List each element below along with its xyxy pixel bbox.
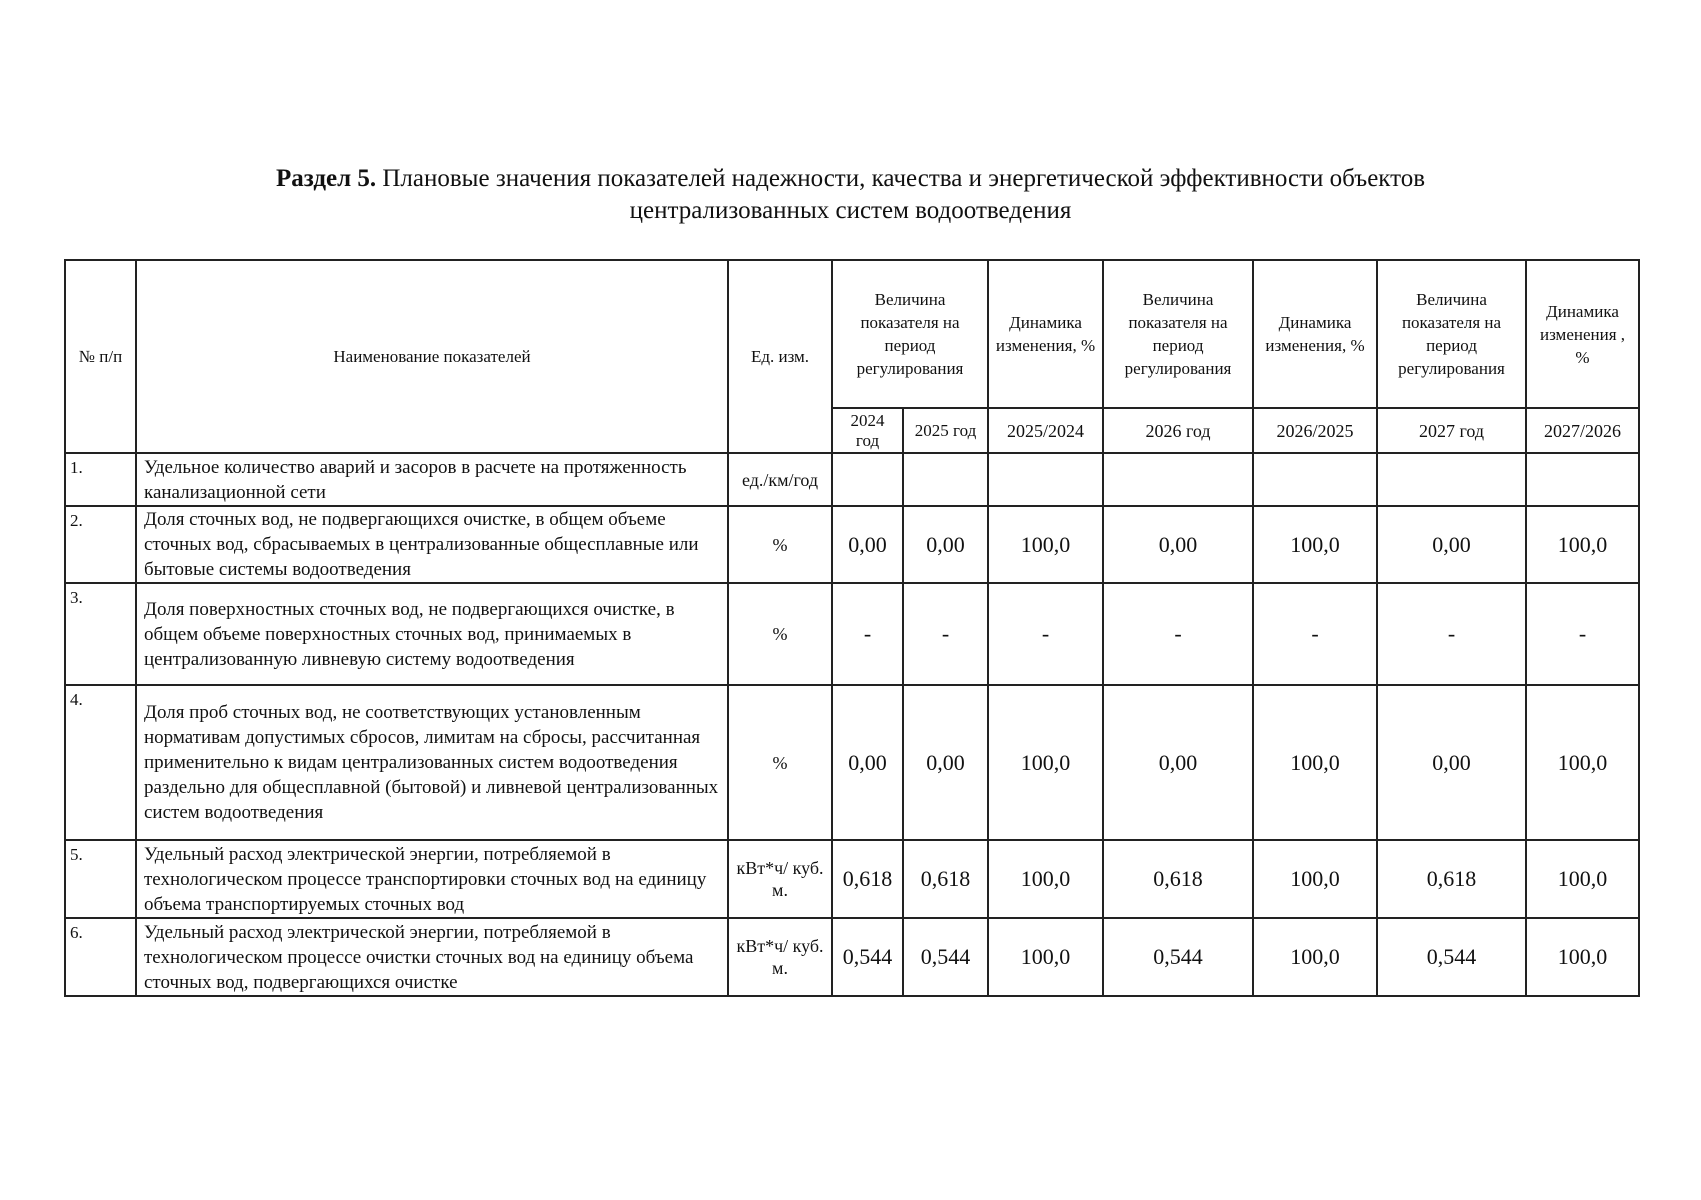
header-value-period-3: Величина показателя на период регулирования bbox=[1377, 260, 1526, 408]
value-2027: - bbox=[1377, 583, 1526, 685]
header-dynamics-2: Динамика изменения, % bbox=[1253, 260, 1377, 408]
title-line-1: Плановые значения показателей надежности, качества и энергетической эффективности объектов bbox=[382, 165, 1426, 192]
dynamics-2027-2026: 100,0 bbox=[1526, 918, 1639, 996]
value-2025: 0,00 bbox=[903, 506, 988, 583]
dynamics-2027-2026: 100,0 bbox=[1526, 506, 1639, 583]
dynamics-2027-2026: 100,0 bbox=[1526, 840, 1639, 918]
value-2027: 0,00 bbox=[1377, 506, 1526, 583]
value-2024 bbox=[832, 453, 903, 506]
page-title bbox=[0, 163, 1701, 227]
row-name: Доля поверхностных сточных вод, не подвергающихся очистке, в общем объеме поверхностных сточных вод, принимаемых в централизованную ливневую систему водоотведения bbox=[136, 583, 728, 685]
row-num: 3. bbox=[65, 583, 136, 685]
value-2025: 0,618 bbox=[903, 840, 988, 918]
header-value-period: Величина показателя на период регулирования bbox=[832, 260, 988, 408]
table-row bbox=[65, 918, 1639, 996]
header-row bbox=[65, 260, 1639, 408]
row-name: Доля проб сточных вод, не соответствующих установленным нормативам допустимых сбросов, лимитам на сбросы, рассчитанная применительно к видам централизованных систем водоотведения раздельно для общесплавной (бытовой) и ливневой централизованных систем водоотведения bbox=[136, 685, 728, 840]
dynamics-2027-2026 bbox=[1526, 453, 1639, 506]
row-num: 2. bbox=[65, 506, 136, 583]
dynamics-2027-2026: 100,0 bbox=[1526, 685, 1639, 840]
dynamics-2025-2024: 100,0 bbox=[988, 840, 1103, 918]
value-2024: - bbox=[832, 583, 903, 685]
row-unit: кВт*ч/ куб. м. bbox=[728, 840, 832, 918]
dynamics-2025-2024: 100,0 bbox=[988, 918, 1103, 996]
value-2027: 0,00 bbox=[1377, 685, 1526, 840]
row-name: Удельный расход электрической энергии, потребляемой в технологическом процессе транспортировки сточных вод на единицу объема транспортируемых сточных вод bbox=[136, 840, 728, 918]
value-2025: 0,00 bbox=[903, 685, 988, 840]
dynamics-2025-2024: - bbox=[988, 583, 1103, 685]
header-name: Наименование показателей bbox=[136, 260, 728, 453]
header-year-2024: 2024 год bbox=[832, 408, 903, 453]
row-unit: % bbox=[728, 583, 832, 685]
table-row bbox=[65, 840, 1639, 918]
row-unit: % bbox=[728, 685, 832, 840]
row-unit: кВт*ч/ куб. м. bbox=[728, 918, 832, 996]
dynamics-2025-2024: 100,0 bbox=[988, 506, 1103, 583]
row-name: Удельный расход электрической энергии, потребляемой в технологическом процессе очистки сточных вод на единицу объема сточных вод, подвергающихся очистке bbox=[136, 918, 728, 996]
value-2026 bbox=[1103, 453, 1253, 506]
dynamics-2026-2025: 100,0 bbox=[1253, 918, 1377, 996]
row-unit: ед./км/год bbox=[728, 453, 832, 506]
value-2026: - bbox=[1103, 583, 1253, 685]
value-2026: 0,544 bbox=[1103, 918, 1253, 996]
header-ratio-2026-2025: 2026/2025 bbox=[1253, 408, 1377, 453]
value-2024: 0,544 bbox=[832, 918, 903, 996]
value-2024: 0,00 bbox=[832, 685, 903, 840]
row-num: 1. bbox=[65, 453, 136, 506]
header-dynamics: Динамика изменения, % bbox=[988, 260, 1103, 408]
header-ratio-2027-2026: 2027/2026 bbox=[1526, 408, 1639, 453]
dynamics-2025-2024: 100,0 bbox=[988, 685, 1103, 840]
value-2026: 0,618 bbox=[1103, 840, 1253, 918]
title-line-2: централизованных систем водоотведения bbox=[629, 197, 1072, 224]
table-row bbox=[65, 453, 1639, 506]
header-ratio-2025-2024: 2025/2024 bbox=[988, 408, 1103, 453]
header-year-2025: 2025 год bbox=[903, 408, 988, 453]
value-2024: 0,00 bbox=[832, 506, 903, 583]
row-num: 4. bbox=[65, 685, 136, 840]
value-2026: 0,00 bbox=[1103, 685, 1253, 840]
dynamics-2026-2025: 100,0 bbox=[1253, 840, 1377, 918]
header-year-2027: 2027 год bbox=[1377, 408, 1526, 453]
dynamics-2026-2025: 100,0 bbox=[1253, 506, 1377, 583]
value-2025: - bbox=[903, 583, 988, 685]
value-2025: 0,544 bbox=[903, 918, 988, 996]
row-num: 6. bbox=[65, 918, 136, 996]
indicators-table bbox=[64, 259, 1640, 997]
dynamics-2025-2024 bbox=[988, 453, 1103, 506]
dynamics-2026-2025: - bbox=[1253, 583, 1377, 685]
header-value-period-2: Величина показателя на период регулирования bbox=[1103, 260, 1253, 408]
value-2025 bbox=[903, 453, 988, 506]
table-row bbox=[65, 583, 1639, 685]
value-2027: 0,544 bbox=[1377, 918, 1526, 996]
row-unit: % bbox=[728, 506, 832, 583]
dynamics-2026-2025: 100,0 bbox=[1253, 685, 1377, 840]
header-num: № п/п bbox=[65, 260, 136, 453]
value-2027 bbox=[1377, 453, 1526, 506]
dynamics-2027-2026: - bbox=[1526, 583, 1639, 685]
row-name: Доля сточных вод, не подвергающихся очистке, в общем объеме сточных вод, сбрасываемых в централизованные общесплавные или бытовые системы водоотведения bbox=[136, 506, 728, 583]
dynamics-2026-2025 bbox=[1253, 453, 1377, 506]
header-unit: Ед. изм. bbox=[728, 260, 832, 453]
table-row bbox=[65, 506, 1639, 583]
value-2024: 0,618 bbox=[832, 840, 903, 918]
table-row bbox=[65, 685, 1639, 840]
value-2026: 0,00 bbox=[1103, 506, 1253, 583]
section-label: Раздел 5. bbox=[275, 165, 377, 192]
header-dynamics-3: Динамика изменения , % bbox=[1526, 260, 1639, 408]
header-year-2026: 2026 год bbox=[1103, 408, 1253, 453]
row-name: Удельное количество аварий и засоров в расчете на протяженность канализационной сети bbox=[136, 453, 728, 506]
value-2027: 0,618 bbox=[1377, 840, 1526, 918]
row-num: 5. bbox=[65, 840, 136, 918]
